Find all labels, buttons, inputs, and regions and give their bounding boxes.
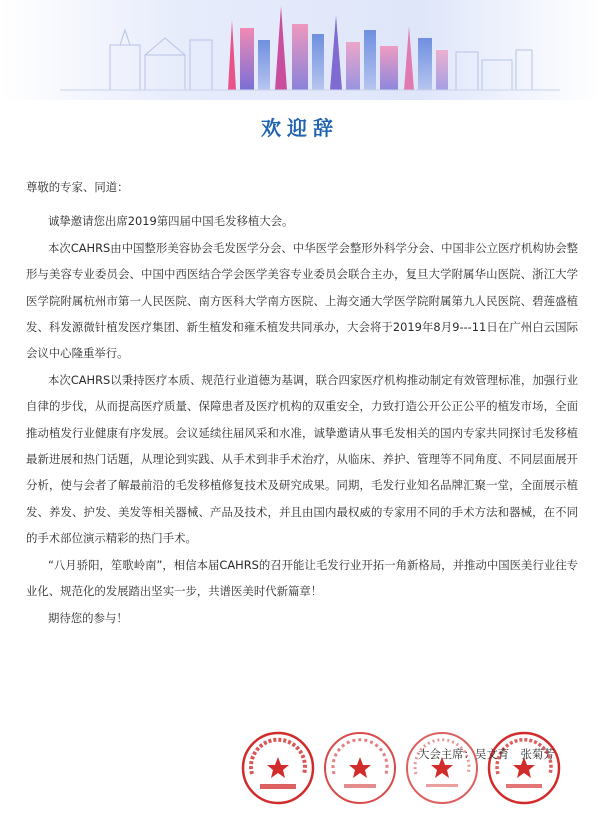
seal-integrative-aesthetic-committee — [486, 730, 562, 806]
skyline-banner — [0, 0, 600, 100]
signature-chairs: 大会主席：吴文育 张菊芳 — [418, 747, 555, 761]
greeting: 尊敬的专家、同道： — [26, 180, 129, 194]
paragraph-anticipation: 期待您的参与！ — [48, 610, 128, 625]
paragraph-organizers: 本次CAHRS由中国整形美容协会毛发医学分会、中华医学会整形外科学分会、中国非公立医疗机构协会整形与美容专业委员会、中国中西医结合学会医学美容专业委员会联合主办，复旦大学附属华山医院、浙江大学医学院附属杭州市第一人民医院、南方医科大学南方医院、上海交通大学医学院附属第九人民医院、碧莲盛植发、科发源微针植发医疗集团、新生植发和雍禾植发共同承办，大会将于2019年8月9---11日在广州白云国际会议中心隆重举行。 — [26, 240, 578, 361]
paragraph-closing: “八月骄阳，笙歌岭南”，相信本届CAHRS的召开能让毛发行业开拓一角新格局，并推动中国医美行业往专业化、规范化的发展踏出坚实一步，共谱医美时代新篇章！ — [26, 557, 578, 599]
page-title: 欢迎辞 — [261, 116, 339, 140]
paragraph-goals: 本次CAHRS以秉持医疗本质、规范行业道德为基调，联合四家医疗机构推动制定有效管理标准，加强行业自律的步伐，从而提高医疗质量、保障患者及医疗机构的双重安全，力致打造公开公正公平的植发市场，全面推动植发行业健康有序发展。会议延续往届风采和水准，诚挚邀请从事毛发相关的国内专家共同探讨毛发移植最新进展和热门话题，从理论到实践、从手术到非手术治疗，从临床、养护、管理等不同角度、不同层面展开分析，使与会者了解最前沿的毛发移植修复技术及研究成果。同期，毛发行业知名品牌汇聚一堂，全面展示植发、养发、护发、美发等相关器械、产品及技术，并且由国内最权威的专家用不同的手术方法和器械，在不同的手术部位演示精彩的热门手术。 — [26, 372, 578, 546]
seal-nonpublic-aesthetic-committee — [404, 730, 480, 806]
paragraph-invitation: 诚挚邀请您出席2019第四届中国毛发移植大会。 — [48, 214, 294, 229]
seal-cma-plastic-branch — [322, 730, 398, 806]
seal-cpsa-hair-branch — [240, 730, 316, 806]
letter-body — [26, 174, 578, 631]
